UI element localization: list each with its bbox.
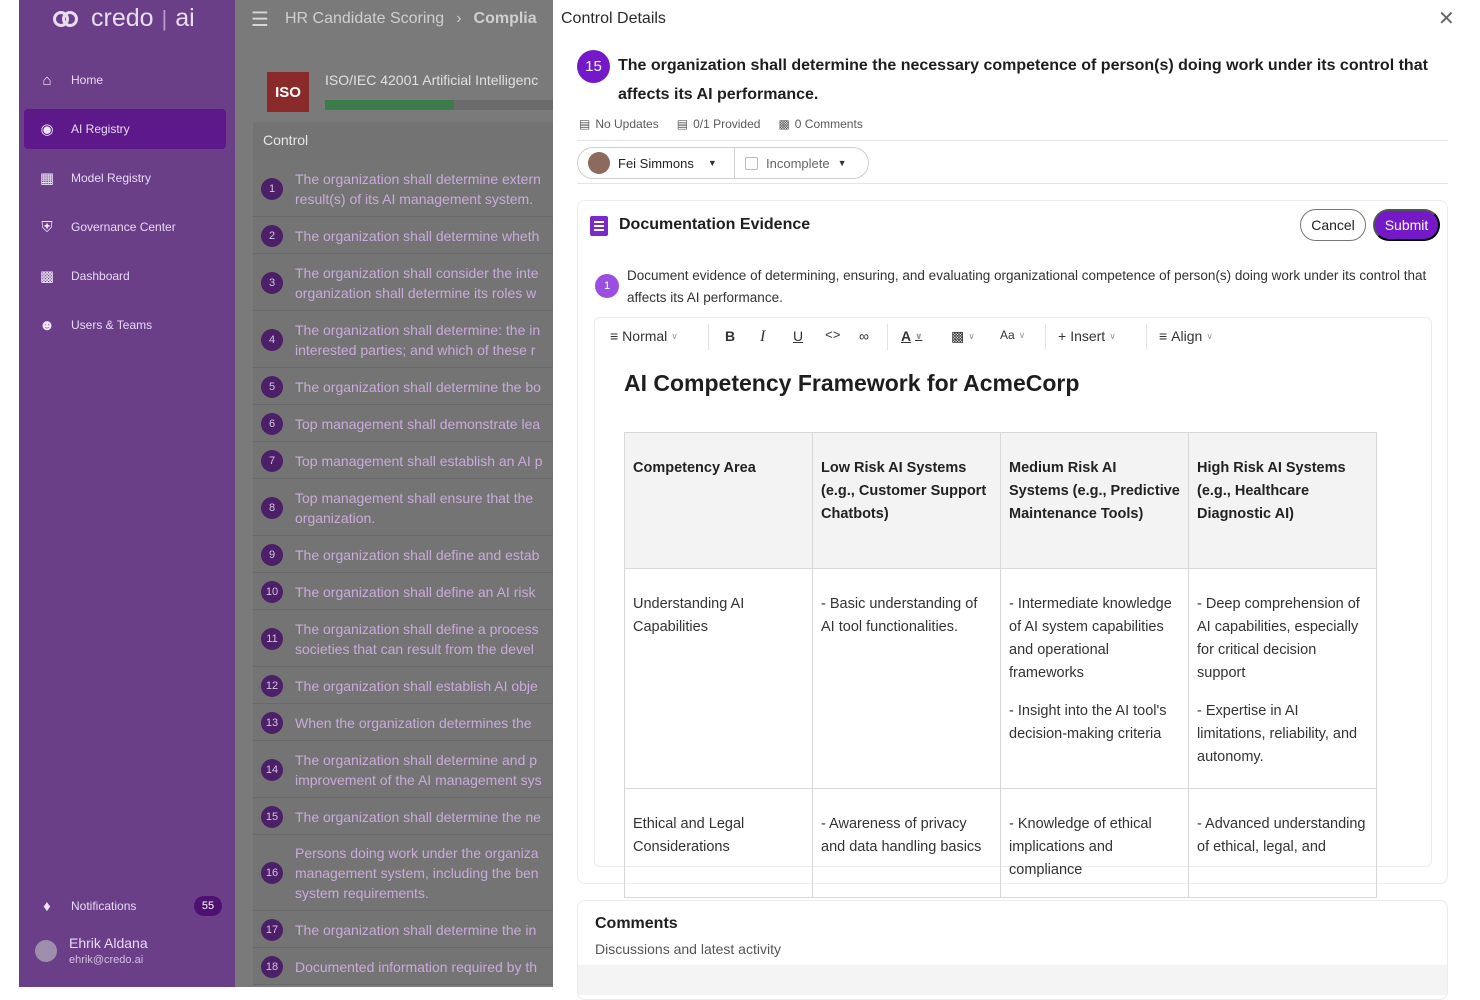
- control-row[interactable]: [253, 442, 553, 479]
- control-text-line: societies that can result from the devel: [295, 640, 534, 657]
- sidebar-item-label: Governance Center: [71, 220, 176, 234]
- control-row[interactable]: [253, 835, 553, 911]
- control-text: [295, 320, 553, 360]
- comments-subtitle: Discussions and latest activity: [595, 941, 781, 957]
- credo-logo-icon: [53, 9, 83, 29]
- control-text: [295, 750, 553, 790]
- cell-paragraph: - Awareness of privacy and data handling basics: [821, 816, 982, 855]
- breadcrumb-item[interactable]: HR Candidate Scoring: [285, 10, 445, 27]
- control-row[interactable]: [253, 405, 553, 442]
- cell-paragraph: - Insight into the AI tool's decision-making criteria: [1009, 703, 1167, 742]
- table-cell[interactable]: [1001, 789, 1189, 898]
- control-row[interactable]: [253, 254, 553, 311]
- control-text-line: The organization shall determine extern: [295, 170, 541, 187]
- control-row[interactable]: [253, 368, 553, 405]
- assignee-name: Fei Simmons: [618, 155, 694, 171]
- menu-icon[interactable]: ☰: [251, 8, 269, 31]
- sidebar-item-label: AI Registry: [71, 122, 130, 136]
- status-dropdown[interactable]: [735, 156, 847, 171]
- control-row[interactable]: [253, 741, 553, 798]
- divider: [577, 183, 1448, 184]
- panel-title: Control Details: [561, 10, 666, 27]
- notifications-label: Notifications: [71, 899, 137, 913]
- assignee-dropdown[interactable]: [578, 148, 735, 178]
- avatar: [588, 152, 610, 174]
- chevron-down-icon: ∨: [915, 330, 923, 341]
- control-text-line: The organization shall define and estab: [295, 546, 540, 563]
- cancel-button[interactable]: Cancel: [1300, 209, 1366, 241]
- cell-paragraph: - Deep comprehension of AI capabilities, especially for critical decision support: [1197, 596, 1360, 681]
- control-text: [295, 957, 553, 977]
- editor-toolbar: [595, 318, 1433, 356]
- control-number-badge: 7: [261, 450, 283, 472]
- comments-meta: [778, 117, 862, 131]
- control-text-line: The organization shall determine the ne: [295, 808, 541, 825]
- sidebar-item-ai-registry[interactable]: [24, 109, 226, 149]
- sidebar-item-label: Model Registry: [71, 171, 152, 185]
- control-text-line: The organization shall consider the inte: [295, 264, 539, 281]
- insert-label: Insert: [1070, 328, 1106, 344]
- toolbar-divider: [887, 324, 888, 350]
- column-header: Competency Area: [625, 433, 813, 569]
- table-cell[interactable]: [1189, 789, 1377, 898]
- framework-title: ISO/IEC 42001 Artificial Intelligenc: [325, 72, 539, 88]
- bold-button[interactable]: B: [725, 328, 736, 344]
- paint-bucket-icon: ▩: [951, 328, 965, 344]
- user-profile[interactable]: [35, 935, 148, 966]
- control-number-badge: 18: [261, 956, 283, 978]
- control-number-badge: 8: [261, 497, 283, 519]
- control-text: [295, 807, 553, 827]
- text-style-label: Normal: [622, 328, 668, 344]
- sidebar: [19, 0, 235, 987]
- top-bar: [235, 0, 553, 38]
- window-edge: [1462, 0, 1480, 987]
- control-number-badge: 10: [261, 581, 283, 603]
- notifications-item[interactable]: [37, 893, 222, 919]
- control-number-badge: 17: [261, 919, 283, 941]
- table-cell[interactable]: Ethical and Legal Considerations: [625, 789, 813, 898]
- status-label: Incomplete: [766, 155, 830, 171]
- table-row: [625, 569, 1377, 789]
- highlight-button[interactable]: [951, 328, 975, 345]
- control-text: [295, 169, 553, 209]
- provided-meta: [677, 117, 761, 131]
- paragraph-icon: ≡: [610, 328, 619, 344]
- text-color-button[interactable]: [901, 328, 922, 344]
- ai-registry-icon: ◉: [40, 121, 54, 138]
- window-edge: [0, 0, 19, 987]
- home-icon: ⌂: [42, 71, 52, 89]
- control-row[interactable]: [253, 911, 553, 948]
- control-number-badge: 4: [261, 329, 283, 351]
- evidence-number-badge: 1: [595, 274, 619, 298]
- updates-meta: [579, 117, 659, 131]
- cell-paragraph: - Intermediate knowledge of AI system capabilities and operational frameworks: [1009, 596, 1172, 681]
- control-row[interactable]: [253, 217, 553, 254]
- comments-card: [577, 900, 1448, 1000]
- toolbar-divider: [1045, 324, 1046, 350]
- control-row[interactable]: [253, 798, 553, 835]
- control-text-line: Top management shall demonstrate lea: [295, 415, 541, 432]
- control-text: [295, 226, 553, 246]
- shield-icon: ⛨: [41, 218, 53, 236]
- control-text: [295, 263, 553, 303]
- toolbar-divider: [708, 324, 709, 350]
- control-text-line: The organization shall determine and p: [295, 751, 538, 768]
- control-number-badge: 3: [261, 272, 283, 294]
- caret-down-icon: ▼: [707, 158, 717, 168]
- align-label: Align: [1171, 328, 1203, 344]
- link-icon[interactable]: ∞: [859, 328, 869, 344]
- control-title: The organization shall determine the necessary competence of person(s) doing work under its control that affects its AI performance.: [618, 57, 1428, 103]
- control-text-line: Persons doing work under the organiza: [295, 845, 539, 861]
- control-text-line: organization.: [295, 509, 376, 526]
- table-row: [625, 789, 1377, 898]
- text-color-icon: A: [901, 328, 912, 344]
- table-cell[interactable]: [813, 569, 1001, 789]
- control-text-line: The organization shall establish AI obje: [295, 677, 538, 694]
- control-row[interactable]: [253, 610, 553, 667]
- iso-logo-icon: ISO: [267, 72, 309, 112]
- control-text-line: interested parties; and which of these r: [295, 341, 536, 358]
- control-row[interactable]: [253, 948, 553, 985]
- competency-table: [624, 432, 1377, 898]
- comment-icon: ▩: [778, 117, 790, 131]
- control-text: [295, 676, 553, 696]
- rich-text-editor[interactable]: [594, 317, 1432, 878]
- control-row[interactable]: [253, 667, 553, 704]
- comments-count-text: 0 Comments: [794, 117, 863, 131]
- control-text-line: The organization shall determine the bo: [295, 378, 541, 395]
- control-number-badge: 13: [261, 712, 283, 734]
- control-row[interactable]: [253, 573, 553, 610]
- brand-separator: |: [161, 5, 168, 31]
- chevron-right-icon: ›: [456, 10, 462, 27]
- control-text-line: system requirements.: [295, 885, 429, 901]
- control-text-line: management system, including the ben: [295, 865, 539, 881]
- evidence-description: Document evidence of determining, ensuring, and evaluating organizational competence of person(s) doing work under its control that affects its AI performance.: [627, 268, 1427, 305]
- document-icon: [590, 216, 608, 236]
- toolbar-divider: [1146, 324, 1147, 350]
- assignee-status-control: [577, 147, 869, 179]
- provided-text: 0/1 Provided: [693, 117, 761, 131]
- chevron-down-icon: ∨: [968, 331, 975, 341]
- list-icon: ▤: [676, 117, 689, 131]
- column-header: High Risk AI Systems (e.g., Healthcare Diagnostic AI): [1189, 433, 1377, 569]
- control-text-line: organization shall determine its roles w: [295, 284, 537, 301]
- control-number-badge: 1: [261, 178, 283, 200]
- user-name: Ehrik Aldana: [69, 935, 148, 951]
- cell-paragraph: - Advanced understanding of ethical, legal, and: [1197, 816, 1366, 855]
- user-email: ehrik@credo.ai: [69, 954, 144, 966]
- status-icon: [745, 157, 758, 170]
- cell-paragraph: - Expertise in AI limitations, reliability, and autonomy.: [1197, 703, 1358, 765]
- evidence-title: Documentation Evidence: [619, 216, 811, 233]
- table-cell[interactable]: [1001, 569, 1189, 789]
- calendar-icon: ▤: [579, 117, 591, 131]
- model-registry-icon: ▦: [39, 170, 55, 187]
- sidebar-item-label: Users & Teams: [71, 318, 153, 332]
- breadcrumb-current: Complia: [473, 10, 537, 27]
- brand-name: credo: [91, 4, 154, 32]
- avatar: [35, 940, 57, 962]
- table-cell[interactable]: Understanding AI Capabilities: [625, 569, 813, 789]
- control-number-badge: 12: [261, 675, 283, 697]
- control-text: [295, 451, 553, 471]
- underline-button[interactable]: U: [793, 328, 804, 344]
- control-text-line: improvement of the AI management sys: [295, 771, 542, 788]
- control-text: [295, 488, 553, 528]
- sidebar-item-governance-center[interactable]: [24, 207, 226, 247]
- control-text-line: The organization shall determine wheth: [295, 227, 540, 244]
- control-details-panel: [553, 0, 1462, 987]
- sidebar-item-home[interactable]: [24, 60, 226, 100]
- font-size-dropdown[interactable]: [1000, 328, 1025, 342]
- brand-logo[interactable]: [53, 4, 195, 33]
- close-icon[interactable]: ✕: [1438, 8, 1455, 30]
- cell-paragraph: - Knowledge of ethical implications and compliance: [1009, 816, 1152, 878]
- control-text: [295, 377, 553, 397]
- document-heading: AI Competency Framework for AcmeCorp: [624, 370, 1080, 396]
- caret-down-icon: ▼: [837, 158, 847, 168]
- main-content-overlay: [235, 0, 553, 987]
- control-text: [295, 414, 553, 434]
- align-dropdown[interactable]: [1159, 328, 1213, 344]
- control-number-badge: 16: [261, 862, 283, 884]
- control-text-line: The organization shall determine the in: [295, 921, 537, 938]
- italic-button[interactable]: I: [760, 328, 766, 345]
- code-button[interactable]: <>: [825, 328, 841, 343]
- dashboard-icon: ▩: [39, 268, 55, 285]
- plus-icon: +: [1058, 328, 1067, 344]
- control-number-badge: 14: [261, 759, 283, 781]
- control-text: [295, 843, 553, 903]
- control-number-badge: 6: [261, 413, 283, 435]
- control-number-badge: 15: [261, 806, 283, 828]
- insert-dropdown[interactable]: [1058, 328, 1116, 344]
- sidebar-item-users-teams[interactable]: [24, 305, 226, 345]
- notifications-count-badge: 55: [194, 896, 222, 916]
- control-number-badge: 15: [577, 50, 610, 83]
- control-column-header: Control: [253, 122, 553, 160]
- control-text: [295, 920, 553, 940]
- table-header-row: [625, 433, 1377, 569]
- control-meta: [579, 117, 863, 131]
- control-row[interactable]: [253, 311, 553, 368]
- control-text: [295, 619, 553, 659]
- chevron-down-icon: ∨: [1206, 330, 1213, 341]
- control-number-badge: 9: [261, 544, 283, 566]
- sidebar-item-label: Dashboard: [71, 269, 130, 283]
- framework-progress-bar: [325, 100, 555, 110]
- control-text-line: Top management shall establish an AI p: [295, 452, 543, 469]
- control-text-line: Documented information required by th: [295, 958, 538, 975]
- font-size-label: Aa: [1000, 328, 1015, 342]
- control-text: [295, 582, 553, 602]
- updates-text: No Updates: [595, 117, 659, 131]
- control-number-badge: 2: [261, 225, 283, 247]
- sidebar-item-dashboard[interactable]: [24, 256, 226, 296]
- control-number-badge: 11: [261, 628, 283, 650]
- submit-button[interactable]: Submit: [1373, 209, 1440, 241]
- control-text-line: The organization shall determine: the in: [295, 321, 541, 338]
- divider: [577, 140, 1448, 141]
- table-cell[interactable]: [1189, 569, 1377, 789]
- chevron-down-icon: ∨: [671, 330, 678, 341]
- table-cell[interactable]: [813, 789, 1001, 898]
- control-text-line: The organization shall define an AI risk: [295, 583, 536, 600]
- chevron-down-icon: ∨: [1109, 330, 1116, 341]
- control-row[interactable]: [253, 160, 553, 217]
- cell-paragraph: - Basic understanding of AI tool functionalities.: [821, 596, 978, 635]
- brand-suffix: ai: [175, 4, 195, 32]
- framework-progress-fill: [325, 100, 454, 110]
- comments-feed: [578, 965, 1447, 995]
- sidebar-item-label: Home: [71, 73, 104, 87]
- framework-card[interactable]: [253, 62, 553, 120]
- sidebar-item-model-registry[interactable]: [24, 158, 226, 198]
- control-text: [295, 545, 553, 565]
- control-text: [295, 713, 553, 733]
- column-header: Low Risk AI Systems (e.g., Customer Support Chatbots): [813, 433, 1001, 569]
- chevron-down-icon: ∨: [1018, 329, 1026, 340]
- control-text-line: Top management shall ensure that the: [295, 489, 534, 506]
- text-style-dropdown[interactable]: [610, 328, 678, 344]
- control-text-line: The organization shall define a process: [295, 620, 539, 637]
- column-header: Medium Risk AI Systems (e.g., Predictive Maintenance Tools): [1001, 433, 1189, 569]
- users-icon: ☻: [39, 316, 55, 334]
- control-text-line: When the organization determines the: [295, 714, 532, 731]
- control-row[interactable]: [253, 536, 553, 573]
- control-number-badge: 5: [261, 376, 283, 398]
- comments-title: Comments: [595, 915, 678, 932]
- align-icon: ≡: [1159, 328, 1168, 344]
- control-row[interactable]: [253, 704, 553, 741]
- documentation-evidence-card: [577, 200, 1448, 884]
- bell-icon: ♦: [43, 897, 51, 915]
- control-text-line: result(s) of its AI management system.: [295, 190, 534, 207]
- control-row[interactable]: [253, 479, 553, 536]
